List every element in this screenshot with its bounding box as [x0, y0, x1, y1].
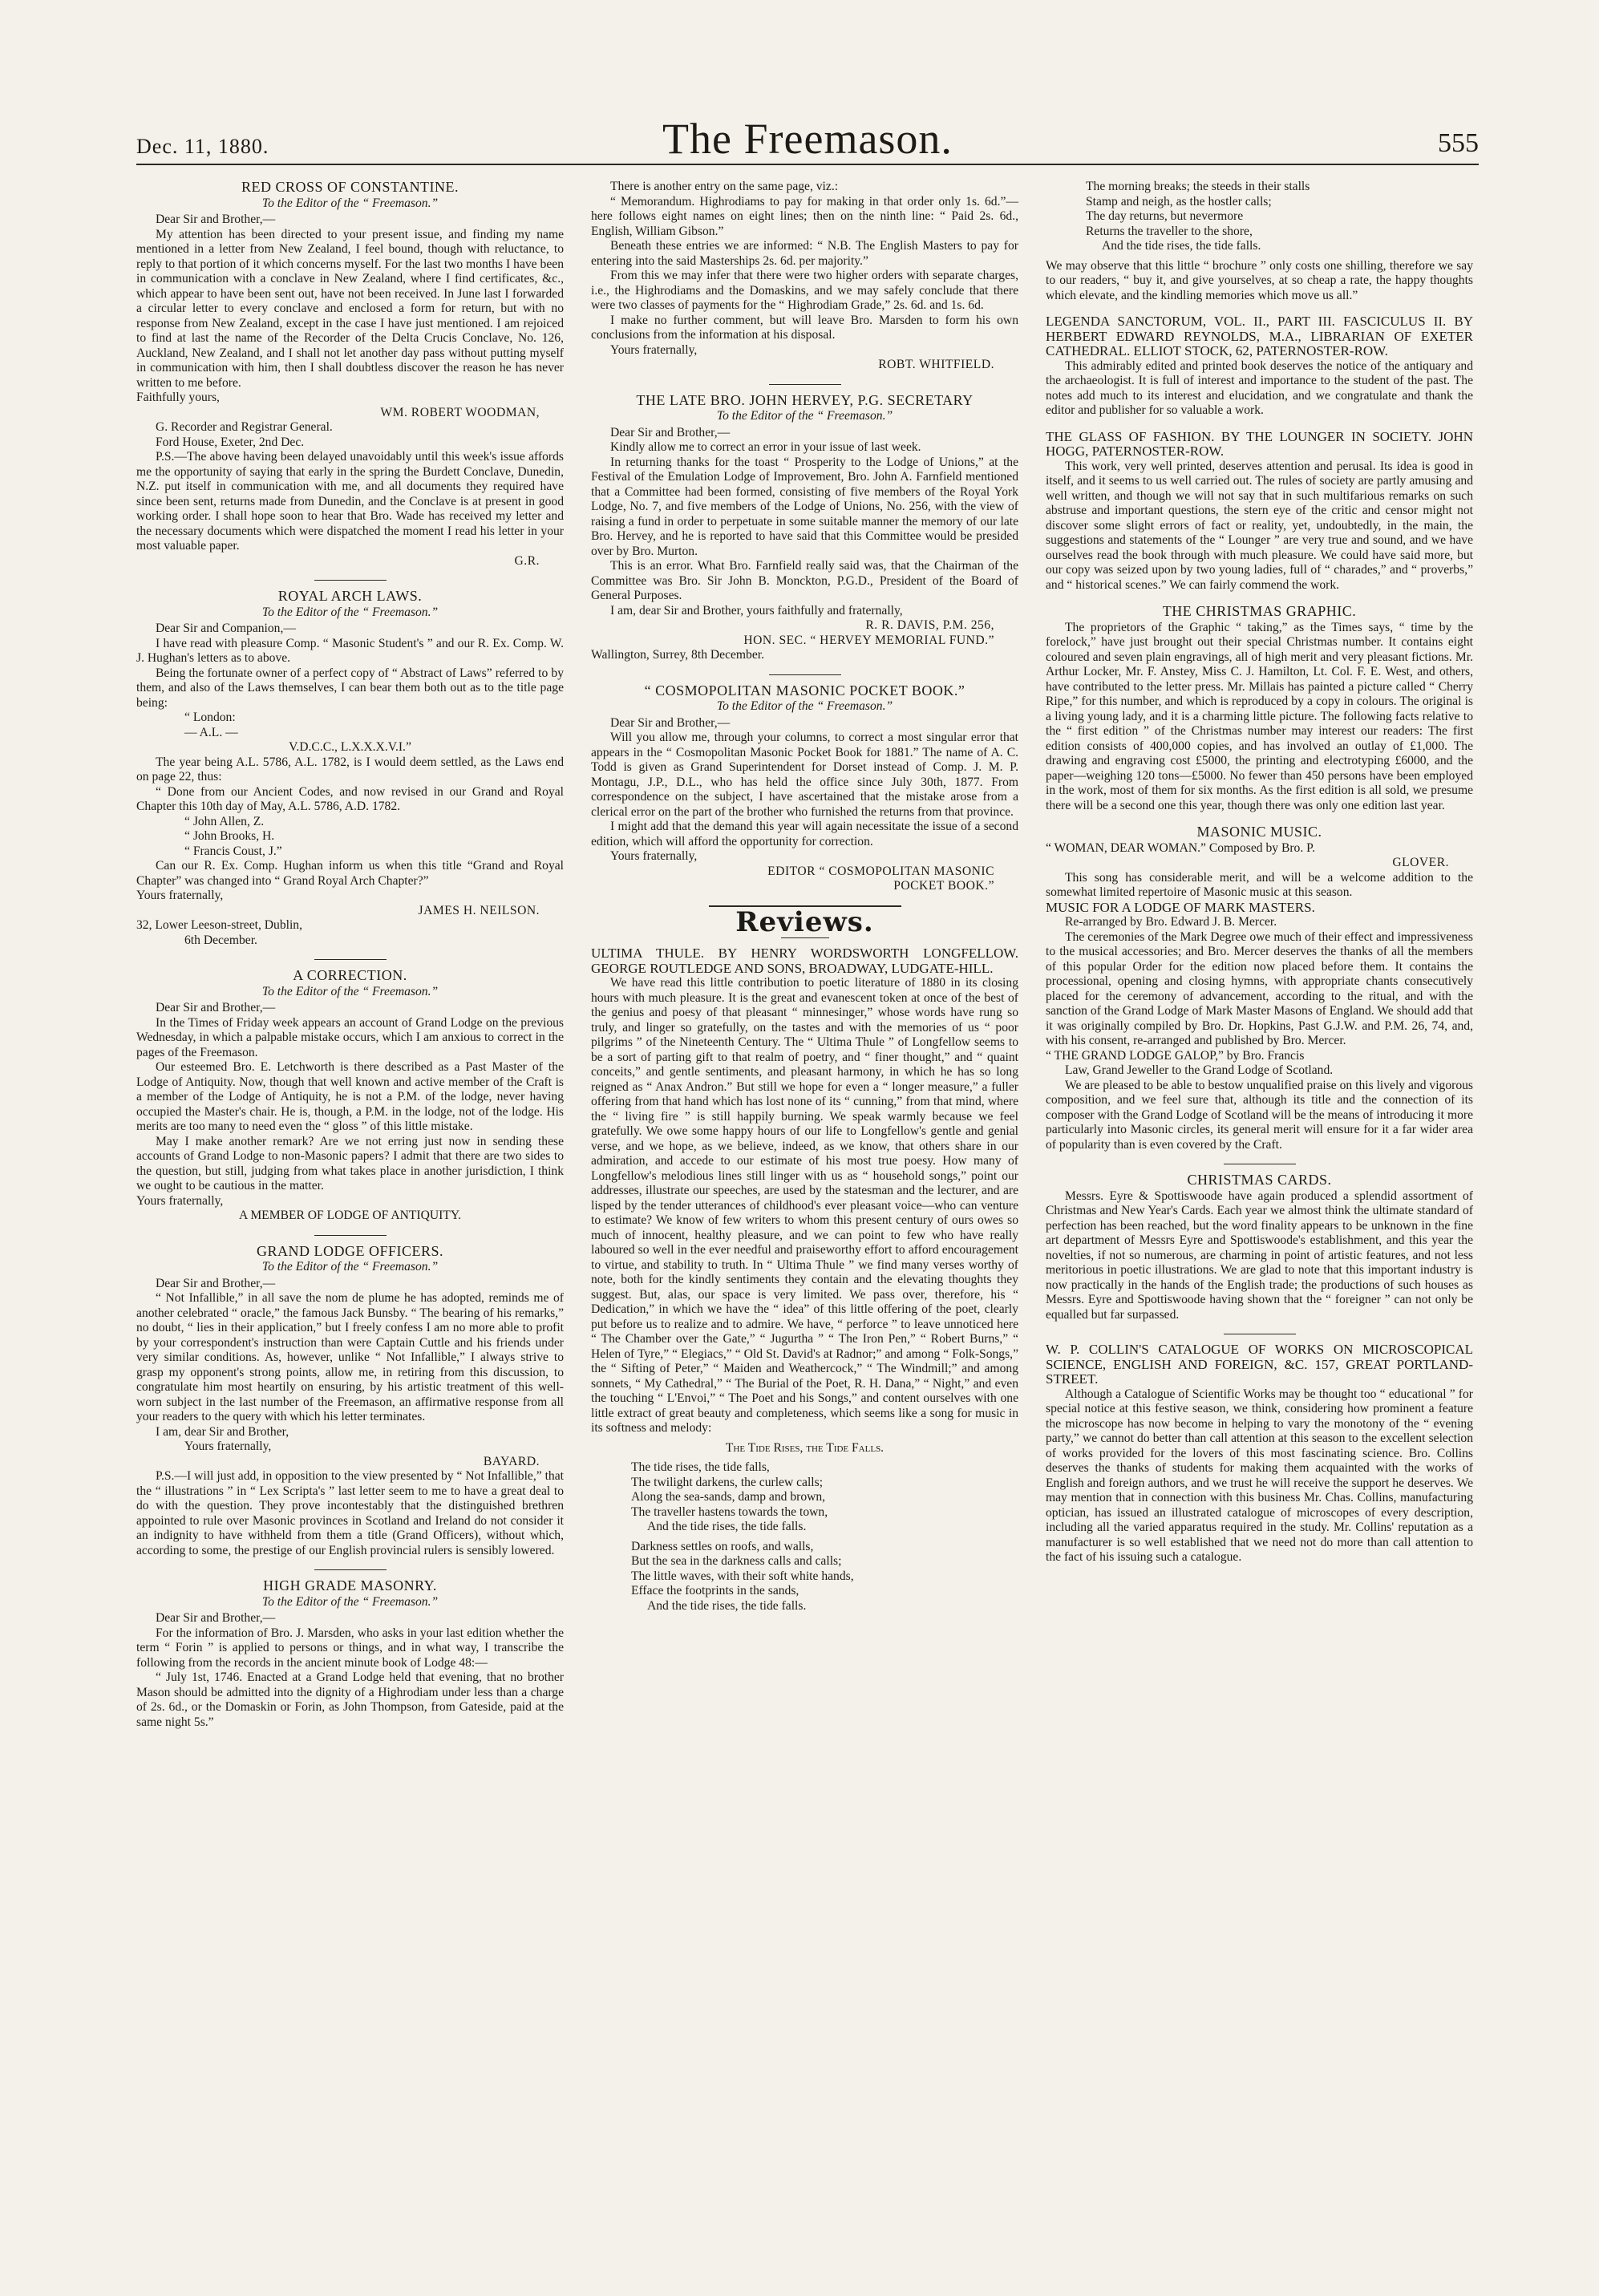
- closing: Yours fraternally,: [136, 889, 224, 902]
- verse-line: Stamp and neigh, as the hostler calls;: [1086, 194, 1272, 209]
- article-high-grade-continued: [591, 180, 1018, 373]
- postscript: P.S.—The above having been delayed unavoidably until this week's issue affords me the opportunity of saying that early in the spring the Burdett Conclave, Dunedin, N.Z. put itself in communication with me, and all documents they required have since been sent, returns made from Dunedin, and the Conclave is at present in good working order. I shall hope soon to hear that Bro. Wade has received my letter and the necessary documents which were dispatched the moment I read his letter in your most valuable paper.: [136, 450, 564, 553]
- review-heading: THE CHRISTMAS GRAPHIC.: [1162, 603, 1357, 619]
- article-royal-arch: [136, 589, 564, 948]
- issue-date: Dec. 11, 1880.: [136, 135, 269, 158]
- review-paragraph: We have read this little contribution to poetic literature of 1880 in its closing hours with much pleasure. It is the great and evanescent token at once of the best of the genius and poesy of that pleasant “ minnesinger,” whose words have rung so truly, and linger so gratefully, on the tastes and with the memories of us “ poor pilgrims ” of the Nineteenth Century. The “ Ultima Thule ” of Longfellow seems to be a sort of parting gift to that realm of poetry, and “ finer thought,” and “ quaint conceits,” and gentle sentiments, and pleasant harmony, in which he has so long reigned as “ Anax Andron.” But still we hope for even a “ longer measure,” a fuller offering from that hand which has lost none of its “ cunning,” from that mind, where the “ living fire ” is still happily burning. We speak warmly because we feel gratefully. We owe some happy hours of our life to Longfellow's gentle and genial verse, and we hope, as we believe, indeed, as we know, that others share in our admiration, and accede to our estimate of his most true poesy. How many of Longfellow's melodious lines still linger with us as “ household songs,” point our addresses, illustrate our speeches, are used by the statesman and the lecturer, and are lisped by the tender utterances of childhood's ever pleasant voice—who can venture to estimate? We know of few writers to whom this present century of ours owes so much of innocent, healthy pleasure, and we can point to few who have really laboured so well in the ever needful and praiseworthy effort to afford encouragement to virtue, and stability to truth. In “ Ultima Thule ” we find many verses worthy of note, both for the kindly sentiments they contain and the elevating thoughts they suggest. But, alas, our space is very limited. We pass over, therefore, his “ Dedication,” in which we have the “ idea” of this little offering of the poet, clearly put before us to realize and to admire. We have, “ perforce ” to leave unnoticed here “ The Chamber over the Gate,” “ Jugurtha ” “ The Iron Pen,” “ Robert Burns,” “ Helen of Tyre,” “ Elegiacs,” “ Old St. David's at Radnor;” and among “ Folk-Songs,” the “ Sifting of Peter,” “ Maiden and Weathercock,” “ The Windmill;” and among sonnets, “ My Cathedral,” “ The Burial of the Poet, R. H. Dana,” “ Night,” and even the touching “ L'Envoi,” “ The Poet and his Songs,” and content ourselves with one little extract of great beauty and completeness, which seems like a song for music in its softness and melody:: [591, 976, 1018, 1435]
- verse-line: But the sea in the darkness calls and calls;: [631, 1554, 842, 1568]
- review-heading: MASONIC MUSIC.: [1196, 824, 1322, 840]
- salutation: Dear Sir and Brother,—: [156, 1611, 276, 1625]
- article-paragraph: Being the fortunate owner of a perfect copy of “ Abstract of Laws” referred to by them, and also of the Laws themselves, I can bear them both out as to the title page being:: [136, 666, 564, 710]
- verse-line: The tide rises, the tide falls,: [631, 1460, 770, 1474]
- signature: R. R. DAVIS, P.M. 256,: [865, 618, 994, 632]
- music-composer: Law, Grand Jeweller to the Grand Lodge of Scotland.: [1065, 1063, 1334, 1077]
- column-2: [591, 180, 1018, 1625]
- quote-line: “ London:: [184, 711, 236, 724]
- quote-signature: “ John Brooks, H.: [184, 829, 275, 843]
- poem-verse: [631, 1460, 1018, 1535]
- address: Wallington, Surrey, 8th December.: [591, 648, 764, 662]
- review-paragraph: Messrs. Eyre & Spottiswoode have again produced a splendid assortment of Christmas and New Year's Cards. Each year we almost think the ultimate standard of perfection has been reached, but the word finality appears to be unknown in the fine art department of Messrs Eyre and Spottiswoode's establishment, and this year the novelties, if not so numerous, are charming in point of artistic features, and not less meritorious in poetic illustrations. We are glad to note that this important industry is now practically in the hands of the English trade; the productions of such houses as Messrs. Eyre and Spottiswoode having shown that the “ foreigner ” can not only be equalled but far surpassed.: [1046, 1188, 1473, 1322]
- article-paragraph: Beneath these entries we are informed: “ N.B. The English Masters to pay for entering into the said Masterships 2s. 6d. per majority.”: [591, 239, 1018, 268]
- review-christmas-graphic: [1046, 604, 1473, 813]
- article-heading: RED CROSS OF CONSTANTINE.: [241, 179, 459, 195]
- columns: [136, 180, 1479, 1741]
- music-title: MUSIC FOR A LODGE OF MARK MASTERS.: [1046, 899, 1315, 915]
- divider: [769, 384, 841, 385]
- review-paragraph: This song has considerable merit, and will be a welcome addition to the somewhat limited repertoire of Masonic music at this season.: [1046, 870, 1473, 899]
- article-paragraph: May I make another remark? Are we not erring just now in sending these accounts of Grand Lodge to non-Masonic papers? I admit that there are two sides to the question, but still, judging from what takes place in another jurisdiction, I think we ought to be cautious in the matter.: [136, 1134, 564, 1193]
- verse-line: The traveller hastens towards the town,: [631, 1504, 828, 1519]
- signature: ROBT. WHITFIELD.: [878, 358, 994, 371]
- article-paragraph: In returning thanks for the toast “ Prosperity to the Lodge of Unions,” at the Festival of the Emulation Lodge of Improvement, Bro. John A. Farnfield mentioned that a Committee had been formed, consisting of five members of the Royal York Lodge, No. 7, and five members of the Lodge of Unions, No. 256, with the view of raising a fund in order to perpetuate in some suitable manner the memory of our late Bro. Hervey, and he is reported to have said that this Committee would be presided over by Bro. Murton.: [591, 455, 1018, 558]
- music-title: “ WOMAN, DEAR WOMAN.” Composed by Bro. P.: [1046, 840, 1315, 855]
- article-paragraph: Kindly allow me to correct an error in your issue of last week.: [610, 440, 921, 454]
- article-heading: GRAND LODGE OFFICERS.: [256, 1242, 444, 1259]
- salutation: Dear Sir and Brother,—: [156, 1001, 276, 1014]
- signature-title: G. Recorder and Registrar General.: [156, 420, 333, 434]
- article-paragraph: Can our R. Ex. Comp. Hughan inform us when this title “Grand and Royal Chapter” was changed into “ Grand Royal Arch Chapter?”: [136, 859, 564, 888]
- poem-verse: [1086, 180, 1473, 254]
- verse-line: And the tide rises, the tide falls.: [647, 1598, 807, 1613]
- verse-line: Darkness settles on roofs, and walls,: [631, 1539, 814, 1553]
- salutation: Dear Sir and Brother,—: [156, 213, 276, 226]
- review-christmas-cards: [1046, 1172, 1473, 1322]
- article-paragraph: “ Done from our Ancient Codes, and now revised in our Grand and Royal Chapter this 10th day of May, A.L. 5786, A.D. 1782.: [136, 784, 564, 813]
- closing: Yours fraternally,: [136, 1193, 224, 1208]
- verse-line: And the tide rises, the tide falls.: [1102, 239, 1261, 253]
- salutation: Dear Sir and Companion,—: [156, 622, 296, 635]
- article-cosmopolitan-pocket-book: [591, 683, 1018, 894]
- verse-line: The twilight darkens, the curlew calls;: [631, 1475, 824, 1489]
- divider: [314, 1235, 387, 1236]
- article-paragraph: The year being A.L. 5786, A.L. 1782, is I would deem settled, as the Laws end on page 22, thus:: [136, 755, 564, 784]
- masthead: [136, 112, 1479, 165]
- signature: JAMES H. NEILSON.: [418, 903, 540, 917]
- review-paragraph: We may observe that this little “ brochure ” only costs one shilling, therefore we say to our readers, “ buy it, and give yourselves, at so cheap a rate, the happy thoughts which elevate, and the kindling memories which move us all.”: [1046, 258, 1473, 302]
- quote-signature: “ Francis Coust, J.”: [184, 844, 282, 858]
- salutation: Dear Sir and Brother,—: [156, 1276, 276, 1290]
- article-subheading: To the Editor of the “ Freemason.”: [716, 699, 893, 713]
- salutation: Dear Sir and Brother,—: [610, 715, 731, 730]
- article-heading: “ COSMOPOLITAN MASONIC POCKET BOOK.”: [644, 682, 965, 699]
- salutation: Dear Sir and Brother,—: [610, 425, 731, 439]
- music-title: “ THE GRAND LODGE GALOP,” by Bro. Francis: [1046, 1048, 1305, 1063]
- article-paragraph: “ July 1st, 1746. Enacted at a Grand Lodge held that evening, that no brother Mason should be admitted into the dignity of a Highrodiam under less than a charge of 2s. 6d., or the Domaskin or Forin, as John Thompson, from Gateside, paid at the same night 5s.”: [136, 1670, 564, 1729]
- article-correction: [136, 968, 564, 1224]
- postscript: P.S.—I will just add, in opposition to the view presented by “ Not Infallible,” that the “ illustrations ” in “ Lex Scripta's ” last letter seem to me to have a great deal to do with the question. They prove incontestably that the distinguished brethren appointed to rule over Masonic provinces in Scotland and Ireland do not consider it an indignity to have withheld from them a title (Grand Officers), without which, according to some, the prestige of our English provincial rulers is sensibly lowered.: [136, 1469, 564, 1557]
- review-collins-catalogue: [1046, 1342, 1473, 1565]
- review-glass-of-fashion: [1046, 430, 1473, 593]
- page-number: 555: [1438, 128, 1479, 158]
- review-ultima-thule: [591, 946, 1018, 1614]
- article-red-cross: [136, 180, 564, 569]
- signature: POCKET BOOK.”: [893, 879, 994, 893]
- date-line: 6th December.: [184, 933, 257, 947]
- divider: [314, 959, 387, 960]
- article-paragraph: Our esteemed Bro. E. Letchworth is there described as a Past Master of the Lodge of Antiquity. Now, though that well known and active member of the Craft is a member of the Lodge of Antiquity, he is not a P.M. of the lodge, never having occupied the Master's chair. He is, though, a P.M. in the lodge, not of the lodge. His merits are too many to need even the “ gloss ” of this little mistake.: [136, 1060, 564, 1133]
- article-heading: THE LATE BRO. JOHN HERVEY, P.G. SECRETARY: [636, 391, 974, 408]
- review-paragraph: Although a Catalogue of Scientific Works may be thought too “ educational ” for special notice at this festive season, we think, considering how prominent a feature the microscope has now become in helping to vary the monotony of the “ evening party,” we cannot do better than call attention at this season to the excellent selection of works provided for the lovers of this most fascinating science. Bro. Collins deserves the thanks of students for making them acquainted with the works of English and foreign authors, and we trust he will receive the support he deserves. We may mention that in connection with this business Mr. Chas. Collins, manufacturing optician, has issued an illustrated catalogue of microscopes of every description, including all the varied apparatus required in the study. Mr. Collins' reputation as a manufacturer is so well established that we need not do more than call attention to the fact of his issuing such a catalogue.: [1046, 1387, 1473, 1564]
- closing: Yours fraternally,: [184, 1440, 272, 1453]
- quote-line: V.D.C.C., L.X.X.X.V.I.”: [289, 740, 411, 754]
- article-subheading: To the Editor of the “ Freemason.”: [261, 984, 439, 998]
- review-paragraph: The proprietors of the Graphic “ taking,” as the Times says, “ time by the forelock,” have just brought out their special Christmas number. It contains eight coloured and seven plain engravings, all of high merit and very pleasant fictions. Mr. Arthur Locker, Mr. F. Anstey, Miss C. J. Hamilton, Lt. Col. F. E. West, and others, have contributed to the letter press. Mr. Millais has painted a picture called “ Cherry Ripe,” for this number, and which is reproduced by a copy in colours. The original is a living young lady, and it is a charming little picture. The following facts relative to the “ first edition ” of the Christmas number may interest our readers: The first edition consists of 400,000 copies, and has involved an outlay of £1,000. The drawing and engraving cost £5000, the printing and electrotyping £6000, and the paper—weighing 120 tons—£5000. No fewer than 450 persons have been employed in the work, most of them for six months. As the first edition is all sold, we presume there will be a second one this year, though there was only one edition last year.: [1046, 620, 1473, 812]
- address: Ford House, Exeter, 2nd Dec.: [156, 435, 305, 449]
- article-paragraph: Will you allow me, through your columns, to correct a most singular error that appears in the “ Cosmopolitan Masonic Pocket Book for 1881.” The name of A. C. Todd is given as Grand Superintendent for Dorset instead of Comp. J. M. P. Montagu, J.P., D.L., who has held the office since July 30th, 1877. From correspondence on the subject, I have ascertained that the mistake arose from a clerical error on the part of the brother who furnished the returns from that province.: [591, 731, 1018, 819]
- article-paragraph: This is an error. What Bro. Farnfield really said was, that the Chairman of the Committee was Bro. Sir John B. Monckton, P.G.D., President of the Board of General Purposes.: [591, 559, 1018, 602]
- verse-line: Along the sea-sands, damp and brown,: [631, 1490, 826, 1504]
- signature-title: HON. SEC. “ HERVEY MEMORIAL FUND.”: [743, 633, 994, 647]
- article-paragraph: From this we may infer that there were two higher orders with separate charges, i.e., the Highrodiams and the Domaskins, and we may safely conclude that there were two classes of payments for the “ Highrodiam Grade,” 2s. 6d. and 1s. 6d.: [591, 269, 1018, 312]
- article-paragraph: “ Not Infallible,” in all save the nom de plume he has adopted, reminds me of another celebrated “ oracle,” the famous Jack Bunsby. “ The bearing of his remarks,” no doubt, “ lies in their application,” but I freely confess I am no more able to profit by your correspondent's instruction than were Captain Cuttle and his friends under very similar conditions. As, however, unlike “ Not Infallible,” I always strive to grasp my opponent's strong points, allow me, in retiring from this discussion, to congratulate him most heartily on ensuring, by his artistic treatment of this well-worn subject in the last number of the Freemason, an affirmative response from all your readers to the query with which his letter terminates.: [136, 1291, 564, 1423]
- closing: Yours fraternally,: [610, 342, 698, 357]
- article-subheading: To the Editor of the “ Freemason.”: [261, 605, 439, 619]
- column-1: [136, 180, 564, 1741]
- signature: EDITOR “ COSMOPOLITAN MASONIC: [767, 864, 994, 878]
- closing: Faithfully yours,: [136, 391, 220, 404]
- poem-title: The Tide Rises, the Tide Falls.: [725, 1440, 885, 1455]
- verse-line: The little waves, with their soft white hands,: [631, 1569, 854, 1583]
- article-subheading: To the Editor of the “ Freemason.”: [261, 1594, 439, 1609]
- verse-line: The day returns, but nevermore: [1086, 209, 1244, 223]
- review-paragraph: This admirably edited and printed book deserves the notice of the antiquary and the archaeologist. It is full of interest and importance to the student of the past. The notes add much to its interest and elucidation, and we congratulate and thank the editor and publisher for so valuable a work.: [1046, 358, 1473, 417]
- quote-line: — A.L. —: [184, 725, 238, 739]
- divider: [314, 580, 387, 581]
- article-heading: ROYAL ARCH LAWS.: [277, 588, 423, 604]
- address: 32, Lower Leeson-street, Dublin,: [136, 918, 302, 932]
- article-heading: HIGH GRADE MASONRY.: [263, 1577, 437, 1593]
- article-john-hervey: [591, 393, 1018, 663]
- divider: [769, 674, 841, 675]
- verse-line: And the tide rises, the tide falls.: [647, 1520, 807, 1533]
- signature: WM. ROBERT WOODMAN,: [380, 405, 540, 419]
- initials: G.R.: [514, 553, 540, 568]
- signature: A MEMBER OF LODGE OF ANTIQUITY.: [239, 1209, 461, 1222]
- article-paragraph: In the Times of Friday week appears an account of Grand Lodge on the previous Wednesday, in which a palpable mistake occurs, which I am anxious to correct in the pages of the Freemason.: [136, 1015, 564, 1059]
- article-paragraph: There is another entry on the same page, viz.:: [610, 180, 839, 193]
- review-heading: ULTIMA THULE. BY HENRY WORDSWORTH LONGFELLOW. GEORGE ROUTLEDGE AND SONS, BROADWAY, LUDGATE-HILL.: [591, 946, 1018, 976]
- review-paragraph: We are pleased to be able to bestow unqualified praise on this lively and vigorous composition, and we feel sure that, although its title and the connection of its composer with the Grand Lodge of Scotland will be the means of introducing it more particularly into Masonic circles, its general merit will ensure for it a far wider area of popularity than is even covered by the Craft.: [1046, 1078, 1473, 1152]
- review-legenda-sanctorum: [1046, 314, 1473, 419]
- review-heading: LEGENDA SANCTORUM, VOL. II., PART III. FASCICULUS II. BY HERBERT EDWARD REYNOLDS, M.A., LIBRARIAN OF EXETER CATHEDRAL. ELLIOT STOCK, 62, PATERNOSTER-ROW.: [1046, 314, 1473, 358]
- article-paragraph: I have read with pleasure Comp. “ Masonic Student's ” and our R. Ex. Comp. W. J. Hughan's letters as to above.: [136, 636, 564, 665]
- quote-signature: “ John Allen, Z.: [184, 814, 265, 828]
- verse-line: Efface the footprints in the sands,: [631, 1584, 800, 1597]
- newspaper-title: The Freemason.: [662, 115, 953, 163]
- article-grand-lodge-officers: [136, 1244, 564, 1559]
- review-heading: W. P. COLLIN'S CATALOGUE OF WORKS ON MICROSCOPICAL SCIENCE, ENGLISH AND FOREIGN, &C. 157, GREAT PORTLAND-STREET.: [1046, 1342, 1473, 1387]
- article-heading: A CORRECTION.: [293, 967, 407, 983]
- article-paragraph: I make no further comment, but will leave Bro. Marsden to form his own conclusions from the information at his disposal.: [591, 313, 1018, 342]
- article-paragraph: For the information of Bro. J. Marsden, who asks in your last edition whether the term “ Forin ” is applied to persons or things, and in what way, I transcribe the following from the records in the ancient minute book of Lodge 48:—: [136, 1626, 564, 1670]
- review-heading: CHRISTMAS CARDS.: [1187, 1172, 1332, 1188]
- music-composer: GLOVER.: [1392, 856, 1449, 869]
- music-composer: Re-arranged by Bro. Edward J. B. Mercer.: [1065, 915, 1277, 929]
- article-paragraph: My attention has been directed to your present issue, and finding my name mentioned in a letter from New Zealand, I feel bound, though with reluctance, to reply to that portion of it which concerns myself. For the last two months I have been in communication with a conclave in New Zealand, where I find certificates, &c., which appear to have been sent out, have not been received. In June last I forwarded a circular letter to every conclave and enclosed a form for return, but with no response from New Zealand, except in the case I have just mentioned. I am rejoiced to find at last the name of the Recorder of the Delta Crucis Conclave, No. 126, Auckland, New Zealand, and I shall not let another day pass without putting myself in communication with him, then I shall doubtless discover the reason he has never written to me before.: [136, 227, 564, 390]
- reviews-heading: Reviews.: [735, 905, 874, 938]
- signature: BAYARD.: [483, 1454, 540, 1468]
- review-masonic-music: [1046, 824, 1473, 1152]
- verse-line: Returns the traveller to the shore,: [1086, 224, 1253, 238]
- article-subheading: To the Editor of the “ Freemason.”: [261, 1260, 439, 1274]
- review-paragraph: The ceremonies of the Mark Degree owe much of their effect and impressiveness to the musical accessories; and Bro. Mercer deserves the thanks of all the members of this popular Order for the edition now placed before them. It contains the processional, opening and closing hymns, with appropriate chants consecutively placed for the ceremony of advancement, according to the ritual, and with the sanction of the Grand Lodge of Mark Master Masons of England. We should add that it was originally compiled by Bro. Dr. Hopkins, Past G.J.W. and P.M. 26, 74, and, with his consent, re-arranged and published by Bro. Mercer.: [1046, 929, 1473, 1047]
- closing: Yours fraternally,: [610, 849, 698, 863]
- poem-verse: [631, 1540, 1018, 1614]
- review-heading: THE GLASS OF FASHION. BY THE LOUNGER IN SOCIETY. JOHN HOGG, PATERNOSTER-ROW.: [1046, 428, 1473, 459]
- article-paragraph: I might add that the demand this year will again necessitate the issue of a second edition, which will afford the opportunity for correction.: [591, 820, 1018, 848]
- closing: I am, dear Sir and Brother,: [156, 1424, 289, 1439]
- verse-line: The morning breaks; the steeds in their stalls: [1086, 180, 1310, 193]
- article-subheading: To the Editor of the “ Freemason.”: [716, 409, 893, 423]
- column-3: [1046, 180, 1473, 1577]
- article-subheading: To the Editor of the “ Freemason.”: [261, 196, 439, 210]
- article-high-grade-masonry: [136, 1578, 564, 1730]
- review-paragraph: This work, very well printed, deserves attention and perusal. Its idea is good in itself, and it seems to us well carried out. The rules of society are partly amusing and well written, and though we will not say that in such multifarious remarks on such abstruse and important questions, the stern eye of the critic and censor might not discover some slight errors of fact or reality, yet, undoubtedly, in the main, the suggestions and statements of the “ Lounger ” are very true and sound, and we have ourselves read the book through with much pleasure. We could have said more, but our copy was seized upon by two young ladies, full of “ charades,” and “ proverbs,” and “ historical scenes.” We can fairly commend the work.: [1046, 459, 1473, 592]
- article-paragraph: “ Memorandum. Highrodiams to pay for making in that order only 1s. 6d.”—here follows eight names on eight lines; then on the ninth line: “ Paid 2s. 6d., English, William Gibson.”: [591, 194, 1018, 238]
- article-paragraph: I am, dear Sir and Brother, yours faithfully and fraternally,: [610, 603, 903, 618]
- divider: [314, 1569, 387, 1570]
